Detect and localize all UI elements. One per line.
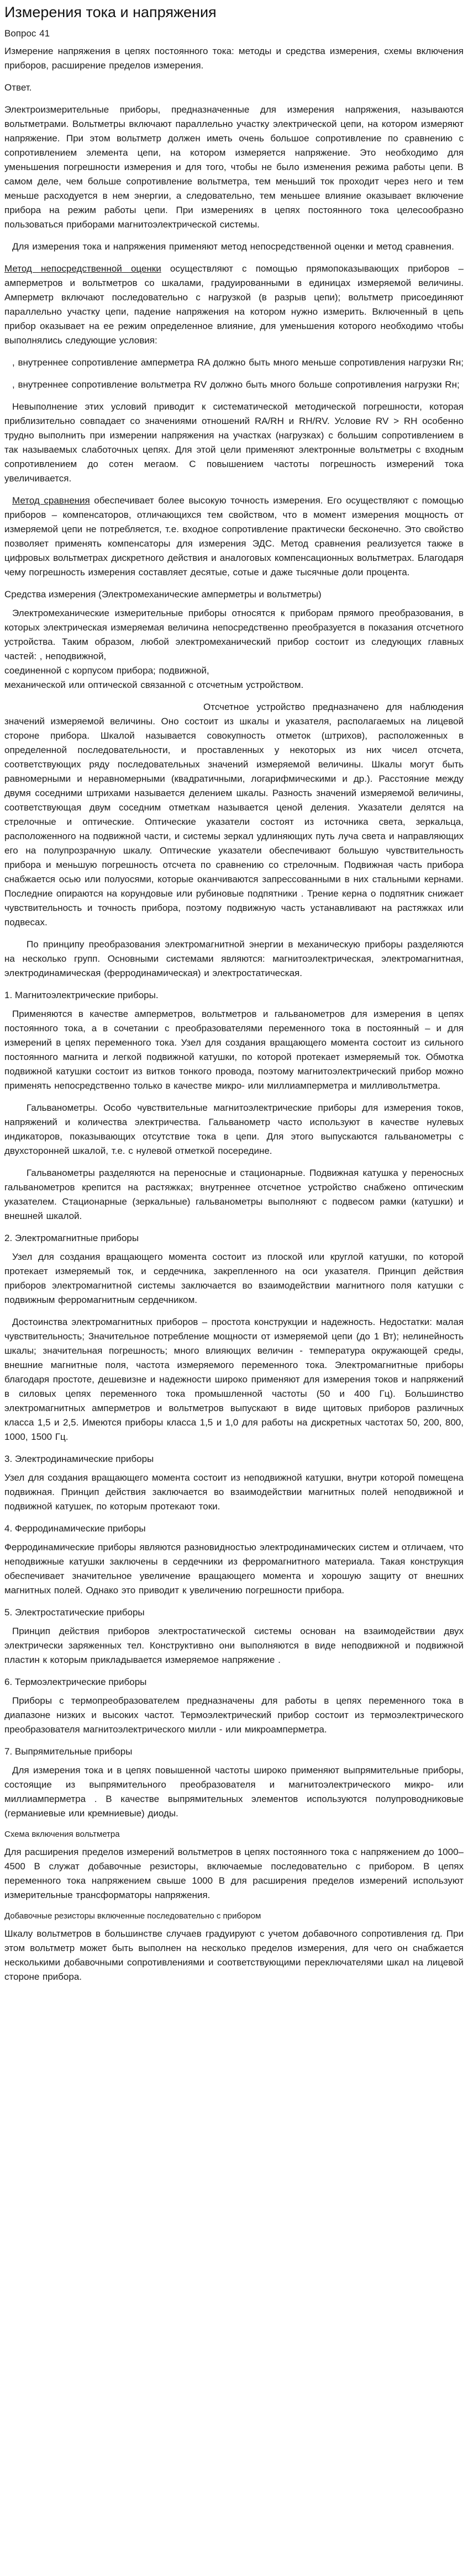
- section-heading-electrostatic: 5. Электростатические приборы: [4, 1607, 145, 1618]
- paragraph-electromagnetic-pros: Достоинства электромагнитных приборов – простота конструкции и надежность. Недостатки: малая чувствительность; Значительное потребление мощности от измеряемой цепи (до 1 Вт); нелинейность шкалы; значительная погрешность; много влияющих величин - температура окружающей среды, внешние магнитные поля, частота измеряемого переменного тока. Электромагнитные приборы благодаря простоте, дешевизне и надежности широко применяют для измерения токов и напряжений в силовых цепях переменного тока промышленной частоты (50 и 400 Гц). Большинство электромагнитных амперметров и вольтметров выпускают в виде щитовых приборов различных класса 1,5 и 2,5. Имеются приборы класса 1,5 и 1,0 для работы на дискретных частотах 50, 200, 800, 1000, 1500 Гц.: [4, 1317, 464, 1443]
- paragraph-direct-method: [4, 262, 464, 348]
- term-comparison-method: Метод сравнения: [12, 495, 90, 506]
- paragraph-moving-part: механической или оптической связанной с отсчетным устройством.: [4, 680, 304, 691]
- condition-voltmeter: , внутреннее сопротивление вольтметра RV должно быть много больше сопротивления нагрузки Rн;: [12, 379, 460, 390]
- paragraph-magnetoelectric: Применяются в качестве амперметров, вольтметров и гальванометров для измерения в цепях постоянного тока, а в сочетании с преобразователями переменного тока в постоянный – и для измерений в цепях переменного тока. Узел для создания вращающего момента состоит из сильного постоянного магнита и легкой подвижной катушки, по которой протекает измеряемый ток. Обмотка подвижной катушки состоит из витков тонкого провода, поэтому магнитоэлектрический прибор можно применять непосредственно только в качестве микро- или миллиамперметра и милливольтметра.: [4, 1009, 464, 1091]
- question-number: Вопрос 41: [4, 28, 50, 39]
- paragraph-galvanometer-types: Гальванометры разделяются на переносные и стационарные. Подвижная катушка у переносных гальванометров крепится на растяжках; внутреннее отсчетное устройство снабжено оптическим указателем. Стационарные (зеркальные) гальванометры выполняют с подвесом рамки (катушки) и внешней шкалой.: [4, 1168, 464, 1222]
- bullet: ,: [12, 357, 18, 368]
- bullet: ,: [12, 379, 18, 390]
- section-heading-ferrodynamic: 4. Ферродинамические приборы: [4, 1523, 146, 1534]
- paragraph-galvanometers: Гальванометры. Особо чувствительные магнитоэлектрические приборы для измерения токов, напряжений и количества электричества. Гальванометр часто используют в качестве нулевых индикаторов, показывающих отсутствие тока в цепи. Для этого выпускаются гальванометры с двухсторонней шкалой, т.е. с нулевой отметкой посередине.: [4, 1103, 464, 1157]
- section-heading-means: Средства измерения (Электромеханические амперметры и вольтметры): [4, 589, 322, 600]
- section-heading-voltmeter-circuit: Схема включения вольтметра: [4, 1830, 120, 1840]
- section-heading-rectifier: 7. Выпрямительные приборы: [4, 1746, 133, 1757]
- paragraph-electromagnetic: Узел для создания вращающего момента состоит из плоской или круглой катушки, по которой протекает измеряемый ток, и сердечника, закрепленного на оси указателя. Принцип действия приборов электромагнитной системы заключается во взаимодействии магнитного поля катушки с подвижным ферромагнитным сердечником.: [4, 1252, 464, 1306]
- paragraph-comparison-method: [4, 494, 464, 580]
- answer-label: Ответ.: [4, 82, 32, 93]
- section-heading-series-resistors: Добавочные резисторы включенные последовательно с прибором: [4, 1911, 261, 1921]
- paragraph-thermoelectric: Приборы с термопреобразователем предназначены для работы в цепях переменного тока в диапазоне низких и высоких частот. Термоэлектрический прибор состоит из термоэлектрического преобразователя магнитоэлектрического милли - или микроамперметра.: [4, 1695, 464, 1735]
- text-direct-method: осуществляют с помощью прямопоказывающих приборов – амперметров и вольтметров со шкалами, градуированными в единицах измеряемой величины. Амперметр включают последовательно с нагрузкой (в разрыв цепи); вольтметр присоединяют параллельно участку цепи, падение напряжения на котором нужно измерить. Включенный в цепь прибор оказывает на ее режим определенное влияние, для уменьшения которого необходимо чтобы выполнялись следующие условия:: [4, 263, 464, 346]
- paragraph-voltmeter-circuit: Для расширения пределов измерений вольтметров в цепях постоянного тока с напряжением до 1000–4500 В служат добавочные резисторы, включаемые последовательно с прибором. В цепях переменного тока напряжением свыше 1000 В для расширения пределов измерений используют измерительные трансформаторы напряжения.: [4, 1847, 464, 1901]
- paragraph-fixed-part: соединенной с корпусом прибора; подвижной,: [4, 665, 209, 676]
- paragraph-series-resistors: Шкалу вольтметров в большинстве случаев градуируют с учетом добавочного сопротивления rд. При этом вольтметр может быть выполнен на несколько пределов измерения, для чего он снабжается несколькими добавочными сопротивлениями и соответствующими переключателями шкал на лицевой стороне прибора.: [4, 1928, 464, 1983]
- paragraph-electromechanical: Электромеханические измерительные приборы относятся к приборам прямого преобразования, в которых электрическая измеряемая величина непосредственно преобразуется в показания отсчетного устройства. Таким образом, любой электромеханический прибор состоит из следующих главных частей: , неподвижной,: [4, 608, 464, 662]
- paragraph-principle: По принципу преобразования электромагнитной энергии в механическую приборы разделяются на несколько групп. Основными системами являются: магнитоэлектрическая, электромагнитная, электродинамическая (ферродинамическая) и электростатическая.: [4, 939, 464, 979]
- question-text: Измерение напряжения в цепях постоянного тока: методы и средства измерения, схемы включения приборов, расширение пределов измерения.: [4, 46, 464, 71]
- section-heading-thermoelectric: 6. Термоэлектрические приборы: [4, 1677, 147, 1688]
- condition-ammeter: , внутреннее сопротивление амперметра RA должно быть много меньше сопротивления нагрузки Rн;: [12, 357, 464, 368]
- text-comparison-method: обеспечивает более высокую точность измерения. Его осуществляют с помощью приборов – компенсаторов, отличающихся тем свойством, что в момент измерения мощность от измеряемой цепи не потребляется, т.е. входное сопротивление практически бесконечно. Это свойство позволяет применять компенсаторы для измерения ЭДС. Метод сравнения реализуется также в цифровых вольтметрах дискретного действия и аналоговых компенсационных вольтметрах. Благодаря чему погрешность измерения составляет десятые, сотые и даже тысячные доли процента.: [4, 495, 464, 578]
- paragraph-electrodynamic: Узел для создания вращающего момента состоит из неподвижной катушки, внутри которой помещена подвижная. Принцип действия заключается во взаимодействии магнитных полей неподвижной и подвижной катушек, по которым протекают токи.: [4, 1472, 464, 1512]
- page-title: Измерения тока и напряжения: [4, 4, 217, 20]
- paragraph-rectifier: Для измерения тока и в цепях повышенной частоты широко применяют выпрямительные приборы, состоящие из выпрямительного преобразователя и магнитоэлектрического микро- или миллиамперметра . В качестве выпрямительных элементов используются полупроводниковые (германиевые или кремниевые) диоды.: [4, 1765, 464, 1819]
- section-heading-electrodynamic: 3. Электродинамические приборы: [4, 1454, 154, 1465]
- paragraph-intro: Электроизмерительные приборы, предназначенные для измерения напряжения, называются вольтметрами. Вольтметры включают параллельно участку электрической цепи, на котором измеряют напряжение. При этом вольтметр должен иметь очень большое сопротивление по сравнению с сопротивлением элемента цепи, на котором измеряется напряжение. Это необходимо для уменьшения погрешности измерения и для того, чтобы не было изменения режима работы цепи. В самом деле, чем больше сопротивление вольтметра, тем меньший ток проходит через него и тем меньше расходуется в нем энергии, а следовательно, тем меньшее влияние оказывает включение прибора на режим работы цепи. При измерениях в цепях постоянного тока целесообразно пользоваться приборами магнитоэлектрической системы.: [4, 104, 464, 230]
- section-heading-electromagnetic: 2. Электромагнитные приборы: [4, 1233, 139, 1244]
- section-heading-magnetoelectric: 1. Магнитоэлектрические приборы.: [4, 990, 159, 1001]
- paragraph-methods: Для измерения тока и напряжения применяют метод непосредственной оценки и метод сравнения.: [12, 241, 454, 252]
- paragraph-systematic-error: Невыполнение этих условий приводит к систематической методической погрешности, которая приблизительно совпадает со значениями отношений RA/RН и RН/RV. Условие RV > RН особенно трудно выполнить при измерении напряжения на участках (нагрузках) с большим сопротивлением в так называемых слаботочных цепях. Для этой цели применяют электронные вольтметры с входным сопротивлением до сотен мегаом. С повышением частоты погрешность измерений тока увеличивается.: [4, 401, 464, 484]
- paragraph-reading-device: Отсчетное устройство предназначено для наблюдения значений измеряемой величины. Оно состоит из шкалы и указателя, располагаемых на лицевой стороне прибора. Шкалой называется совокупность отметок (штрихов), расположенных в определенной последовательности, и проставленных у некоторых из них чисел отсчета, соответствующих ряду последовательных значений измеряемой величины. Шкалы могут быть равномерными и неравномерными (квадратичными, логарифмическими и др.). Расстояние между двумя соседними штрихами называется делением шкалы. Разность значений измеряемой величины, соответствующая двум соседним отметкам называется ценой деления. Указатели делятся на стрелочные и оптические. Оптические указатели состоят из источника света, зеркальца, расположенного на подвижной части, и системы зеркал удлиняющих путь луча света и направляющих его на полупрозрачную шкалу. Оптические указатели обеспечивают большую чувствительность прибора и меньшую погрешность отсчета по сравнению со стрелочным. Подвижная часть прибора снабжается осью или полуосями, которые оканчиваются запрессованными в них стальными кернами. Последние опираются на корундовые или рубиновые подпятники . Трение керна о подпятник снижает чувствительность и точность прибора, поэтому подвижную часть устанавливают на растяжках или подвесах.: [4, 702, 464, 928]
- paragraph-electrostatic: Принцип действия приборов электростатической системы основан на взаимодействии двух электрически заряженных тел. Конструктивно они выполняются в виде неподвижной и подвижной пластин к которым прикладывается измеряемое напряжение .: [4, 1626, 464, 1666]
- paragraph-ferrodynamic: Ферродинамические приборы являются разновидностью электродинамических систем и отличаем, что неподвижные катушки заключены в сердечники из ферромагнитного материала. Такая конструкция обеспечивает значительное увеличение вращающего момента и хорошую защиту от внешних магнитных полей. Однако это приводит к увеличению погрешности прибора.: [4, 1542, 464, 1596]
- term-direct-method: Метод непосредственной оценки: [4, 263, 161, 274]
